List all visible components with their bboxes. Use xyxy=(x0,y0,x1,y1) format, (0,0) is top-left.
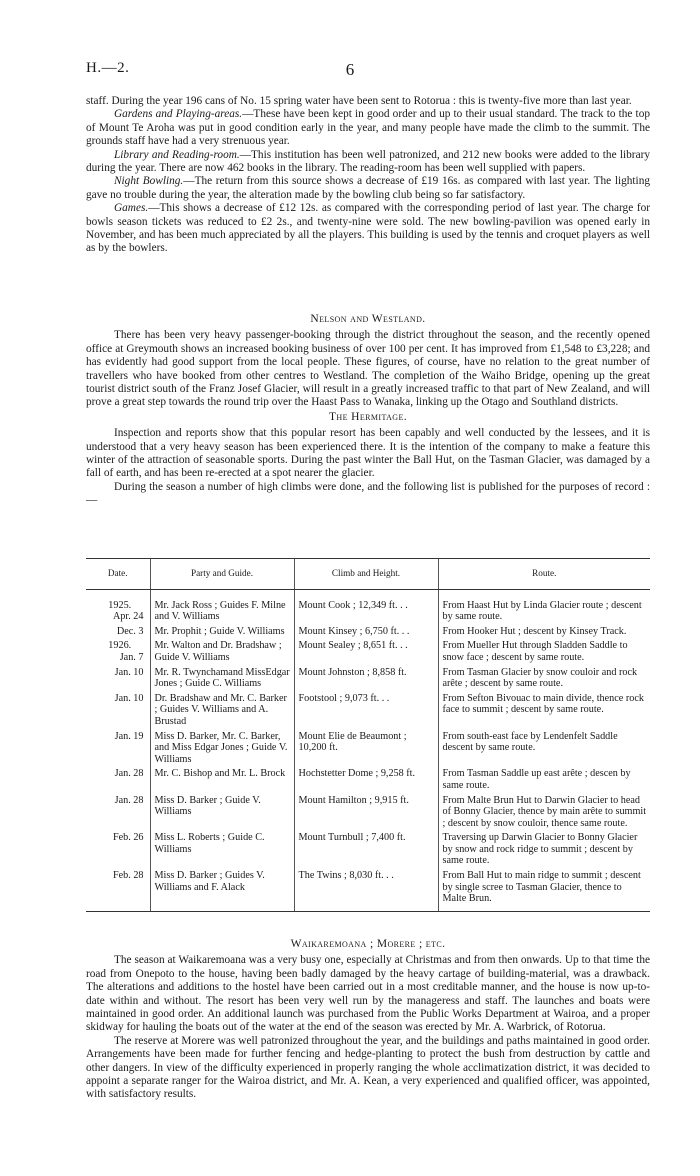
column-header-route: Route. xyxy=(438,559,650,589)
cell-date xyxy=(86,664,150,690)
cell-route: From Tasman Saddle up east arête ; descen by same route. xyxy=(438,765,650,791)
cell-route: From Malte Brun Hut to Darwin Glacier to head of Bonny Glacier, thence by main arête to summit ; descent by snow couloir, thence same route. xyxy=(438,792,650,830)
cell-route: Traversing up Darwin Glacier to Bonny Glacier by snow and rock ridge to summit ; descent by same route. xyxy=(438,829,650,867)
morere-paragraph: The reserve at Morere was well patronized throughout the year, and the buildings and paths maintained in good order. Arrangements have been made for further fencing and hedge-planting to protect the bush from destruction by cattle and other dangers. In view of the difficulty experienced in properly ranging the whole acclimatization district, it was decided to appoint a separate ranger for the Wairoa district, and Mr. A. Kean, a very experienced and qualified officer, was appointed, with satisfactory results. xyxy=(86,1034,650,1101)
cell-climb: The Twins ; 8,030 ft. . . xyxy=(294,867,438,911)
cell-climb: Mount Turnbull ; 7,400 ft. xyxy=(294,829,438,867)
cell-route: From Hooker Hut ; descent by Kinsey Track. xyxy=(438,623,650,638)
bowling-title: Night Bowling. xyxy=(114,175,184,188)
cell-date-text: Jan. 28 xyxy=(114,768,144,780)
table-row xyxy=(86,867,650,911)
table-row xyxy=(86,637,650,663)
cell-date-text: Dec. 3 xyxy=(116,625,144,637)
climbs-table xyxy=(86,558,650,912)
cell-date-text: Jan. 19 xyxy=(114,730,144,742)
cell-date xyxy=(86,728,150,766)
library-paragraph xyxy=(86,149,650,176)
cell-climb: Mount Elie de Beaumont ; 10,200 ft. xyxy=(294,728,438,766)
hermitage-intro-paragraph: During the season a number of high climbs were done, and the following list is published for the purposes of record :— xyxy=(86,480,650,507)
bowling-paragraph xyxy=(86,175,650,202)
cell-date-text: Jan. 28 xyxy=(114,794,144,806)
cell-climb: Mount Cook ; 12,349 ft. . . xyxy=(294,589,438,623)
cell-party: Dr. Bradshaw and Mr. C. Barker ; Guides V. Williams and A. Brustad xyxy=(150,690,294,728)
cell-climb: Mount Johnston ; 8,858 ft. xyxy=(294,664,438,690)
cell-party: Miss D. Barker ; Guides V. Williams and F. Alack xyxy=(150,867,294,911)
column-header-date: Date. xyxy=(86,559,150,589)
bottom-section xyxy=(86,938,650,1102)
table-row xyxy=(86,829,650,867)
cell-party: Miss L. Roberts ; Guide C. Williams xyxy=(150,829,294,867)
top-section xyxy=(86,95,650,256)
column-header-climb: Climb and Height. xyxy=(294,559,438,589)
cell-route: From Mueller Hut through Sladden Saddle to snow face ; descent by same route. xyxy=(438,637,650,663)
running-header xyxy=(86,60,614,80)
table-row xyxy=(86,623,650,638)
cell-climb: Mount Kinsey ; 6,750 ft. . . xyxy=(294,623,438,638)
cell-date-text: Jan. 10 xyxy=(114,692,144,704)
nelson-heading: Nelson and Westland. xyxy=(310,313,426,325)
cell-party: Miss D. Barker ; Guide V. Williams xyxy=(150,792,294,830)
cell-climb: Mount Hamilton ; 9,915 ft. xyxy=(294,792,438,830)
cell-party: Mr. Walton and Dr. Bradshaw ; Guide V. Williams xyxy=(150,637,294,663)
staff-paragraph: staff. During the year 196 cans of No. 15 spring water have been sent to Rotorua : this is twenty-five more than last year. xyxy=(86,95,632,107)
hermitage-heading: The Hermitage. xyxy=(328,410,408,423)
gardens-text: —These have been kept in good order and up to their usual standard. The track to the top of Mount Te Aroha was put in good condition early in the year, and many people have made the climb to the summit. The grounds staff have had a very strenuous year. xyxy=(86,108,650,148)
page-number: 6 xyxy=(345,60,355,79)
cell-date-text: Jan. 10 xyxy=(114,666,144,678)
cell-date xyxy=(86,792,150,830)
waikaremoana-heading: Waikaremoana ; Morere ; etc. xyxy=(290,938,446,950)
cell-year: 1926. xyxy=(108,640,132,652)
cell-date-text: Jan. 7 xyxy=(119,651,144,663)
cell-date xyxy=(86,765,150,791)
climbs-table-body xyxy=(86,589,650,911)
middle-section xyxy=(86,313,650,508)
cell-route: From Ball Hut to main ridge to summit ; descent by single scree to Tasman Glacier, thence to Malte Brun. xyxy=(438,867,650,911)
gardens-title: Gardens and Playing-areas. xyxy=(114,108,243,121)
cell-date-text: Feb. 28 xyxy=(112,870,144,882)
cell-date xyxy=(86,637,150,663)
library-title: Library and Reading-room. xyxy=(114,148,240,161)
cell-date xyxy=(86,829,150,867)
cell-route: From south-east face by Lendenfelt Saddle descent by same route. xyxy=(438,728,650,766)
waikaremoana-paragraph: The season at Waikaremoana was a very busy one, especially at Christmas and from then onwards. Up to that time the road from Onepoto to the house, having been badly damaged by the heavy cartage of building-material, was a drawback. The alterations and additions to the hostel have been carried out in a most creditable manner, and the house is now up-to-date within and without. The resort has been very well run by the manageress and staff. The launches and boats were maintained in good order. An additional launch was purchased from the Public Works Department at Wairoa, and a proper skidway for hauling the boats out of the water at the end of the season was erected by Mr. A. Warbrick, of Rotorua. xyxy=(86,954,650,1034)
cell-date xyxy=(86,589,150,623)
games-text: —This shows a decrease of £12 12s. as compared with the corresponding period of last year. The charge for bowls season tickets was reduced to £2 2s., and twenty-nine were sold. The new bowling-pavilion was opened early in November, and has been much appreciated by all the players. This building is used by the tennis and croquet players as well as by the bowlers. xyxy=(86,202,650,255)
cell-party: Mr. R. Twynchamand MissEdgar Jones ; Guide C. Williams xyxy=(150,664,294,690)
cell-climb: Footstool ; 9,073 ft. . . xyxy=(294,690,438,728)
cell-party: Miss D. Barker, Mr. C. Barker, and Miss Edgar Jones ; Guide V. Williams xyxy=(150,728,294,766)
bowling-text: —The return from this source shows a decrease of £19 16s. as compared with last year. The lighting gave no trouble during the year, the alteration made by the bowling club being so far satisfactory. xyxy=(86,175,650,201)
table-row xyxy=(86,792,650,830)
library-text: —This institution has been well patronized, and 212 new books were added to the library during the year. There are now 462 books in the library. The reading-room has been well supplied with papers. xyxy=(86,148,650,175)
hermitage-paragraph: Inspection and reports show that this popular resort has been capably and well conducted by the lessees, and it is understood that a very heavy season has been experienced there. It is the intention of the company to make a feature this winter of the attraction of seasonable sports. During the past winter the Ball Hut, on the Tasman Glacier, was damaged by a fall of earth, and has been re-erected at a spot nearer the glacier. xyxy=(86,427,650,480)
cell-date-text: Feb. 26 xyxy=(112,832,144,844)
table-row xyxy=(86,765,650,791)
table-row xyxy=(86,690,650,728)
gardens-paragraph xyxy=(86,108,650,148)
table-row xyxy=(86,664,650,690)
table-header-row xyxy=(86,559,650,589)
column-header-party: Party and Guide. xyxy=(150,559,294,589)
cell-year: 1925. xyxy=(108,599,132,611)
cell-route: From Tasman Glacier by snow couloir and rock arête ; descent by same route. xyxy=(438,664,650,690)
cell-date xyxy=(86,690,150,728)
cell-climb: Hochstetter Dome ; 9,258 ft. xyxy=(294,765,438,791)
games-paragraph xyxy=(86,202,650,256)
cell-party: Mr. Jack Ross ; Guides F. Milne and V. Williams xyxy=(150,589,294,623)
cell-party: Mr. Prophit ; Guide V. Williams xyxy=(150,623,294,638)
table-row xyxy=(86,589,650,623)
cell-party: Mr. C. Bishop and Mr. L. Brock xyxy=(150,765,294,791)
cell-date xyxy=(86,623,150,638)
cell-route: From Haast Hut by Linda Glacier route ; descent by same route. xyxy=(438,589,650,623)
table-row xyxy=(86,728,650,766)
cell-climb: Mount Sealey ; 8,651 ft. . . xyxy=(294,637,438,663)
document-code: H.—2. xyxy=(86,60,130,76)
cell-route: From Sefton Bivouac to main divide, thence rock face to summit ; descent by same route. xyxy=(438,690,650,728)
cell-date xyxy=(86,867,150,911)
games-title: Games. xyxy=(114,202,149,215)
cell-date-text: Apr. 24 xyxy=(112,611,144,623)
nelson-paragraph: There has been very heavy passenger-booking through the district throughout the season, and the recently opened office at Greymouth shows an increased booking business of over 100 per cent. It has improved from £1,548 to £3,228; and has evidently had good support from the local people. These figures, of course, have no relation to the great number of travellers who have booked from other centres to Westland. The completion of the Waiho Bridge, opening up the great tourist district south of the Franz Josef Glacier, will result in a greatly increased traffic to that part of New Zealand, and will prove a great step towards the round trip over the Haast Pass to Wanaka, linking up the Otago and Southland districts. xyxy=(86,329,650,409)
